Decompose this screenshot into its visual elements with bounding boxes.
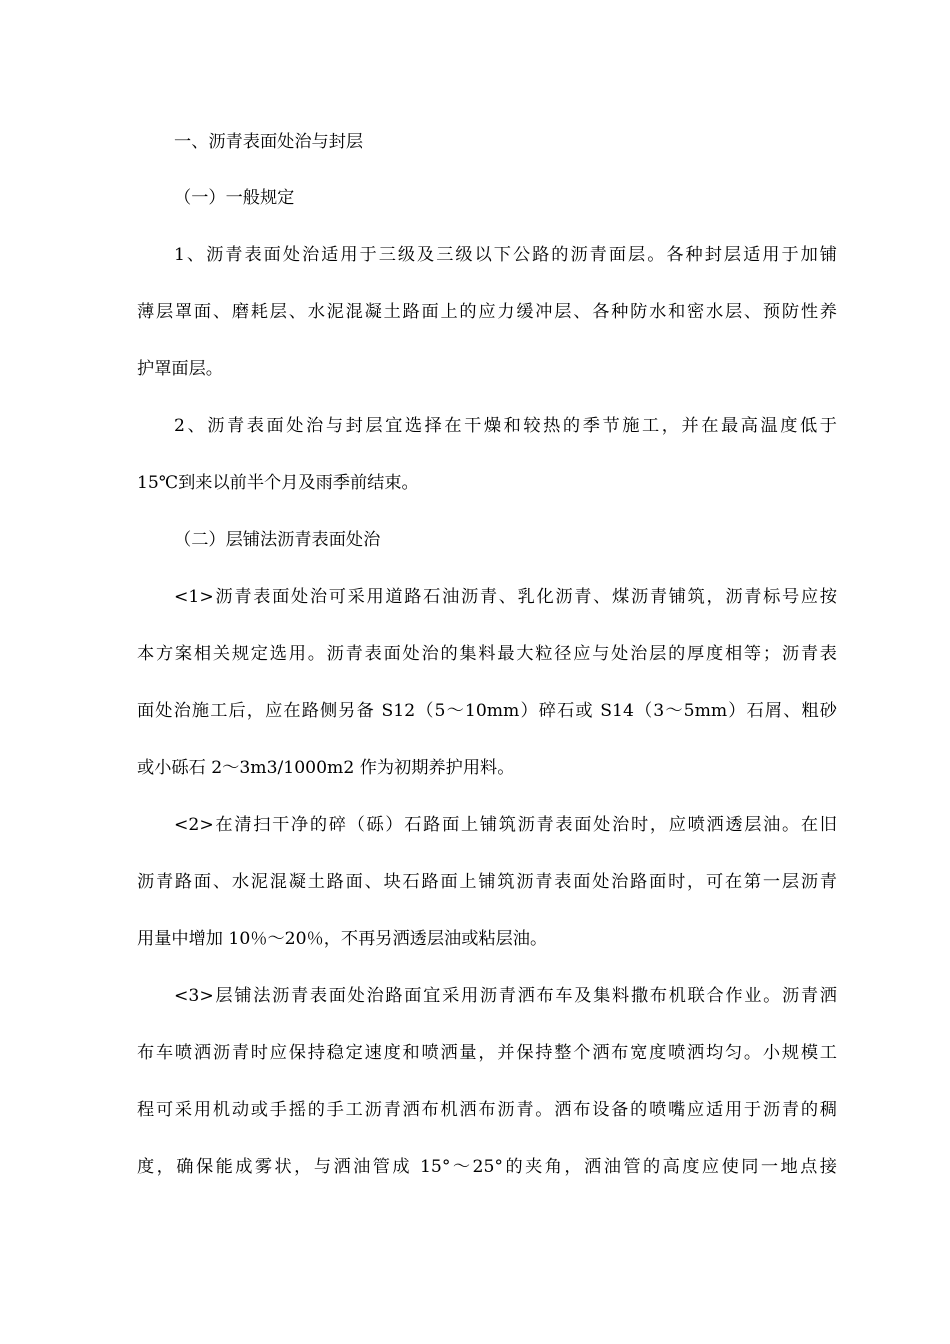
paragraph-2-line-2: 15℃到来以前半个月及雨季前结束。 bbox=[137, 473, 419, 493]
paragraph-5-line-3: 程可采用机动或手摇的手工沥青洒布机洒布沥青。洒布设备的喷嘴应适用于沥青的稠 bbox=[137, 1100, 837, 1120]
paragraph-2-line-1: 2、沥青表面处治与封层宜选择在干燥和较热的季节施工，并在最高温度低于 bbox=[174, 416, 837, 436]
subsection-heading-general-provisions: （一）一般规定 bbox=[174, 188, 295, 208]
paragraph-1-line-2: 薄层罩面、磨耗层、水泥混凝土路面上的应力缓冲层、各种防水和密水层、预防性养 bbox=[137, 302, 837, 322]
paragraph-4-line-2: 沥青路面、水泥混凝土路面、块石路面上铺筑沥青表面处治路面时，可在第一层沥青 bbox=[137, 872, 837, 892]
paragraph-3-line-1: <1>沥青表面处治可采用道路石油沥青、乳化沥青、煤沥青铺筑，沥青标号应按 bbox=[174, 587, 837, 607]
paragraph-4-line-1: <2>在清扫干净的碎（砾）石路面上铺筑沥青表面处治时，应喷洒透层油。在旧 bbox=[174, 815, 837, 835]
paragraph-5-line-4: 度，确保能成雾状，与洒油管成 15°～25°的夹角，洒油管的高度应使同一地点接 bbox=[137, 1157, 837, 1177]
paragraph-1-line-1: 1、沥青表面处治适用于三级及三级以下公路的沥青面层。各种封层适用于加铺 bbox=[174, 245, 837, 265]
paragraph-4-line-3: 用量中增加 10％～20％，不再另洒透层油或粘层油。 bbox=[137, 929, 548, 949]
paragraph-5-line-1: <3>层铺法沥青表面处治路面宜采用沥青洒布车及集料撒布机联合作业。沥青洒 bbox=[174, 986, 837, 1006]
subsection-heading-layered-method: （二）层铺法沥青表面处治 bbox=[174, 530, 381, 550]
paragraph-3-line-2: 本方案相关规定选用。沥青表面处治的集料最大粒径应与处治层的厚度相等；沥青表 bbox=[137, 644, 837, 664]
paragraph-3-line-4: 或小砾石 2～3m3/1000m2 作为初期养护用料。 bbox=[137, 758, 515, 778]
section-heading-asphalt-surface-treatment: 一、沥青表面处治与封层 bbox=[174, 132, 364, 152]
paragraph-1-line-3: 护罩面层。 bbox=[137, 359, 223, 379]
paragraph-3-line-3: 面处治施工后，应在路侧另备 S12（5～10mm）碎石或 S14（3～5mm）石屑、粗砂 bbox=[137, 701, 837, 721]
paragraph-5-line-2: 布车喷洒沥青时应保持稳定速度和喷洒量，并保持整个洒布宽度喷洒均匀。小规模工 bbox=[137, 1043, 837, 1063]
